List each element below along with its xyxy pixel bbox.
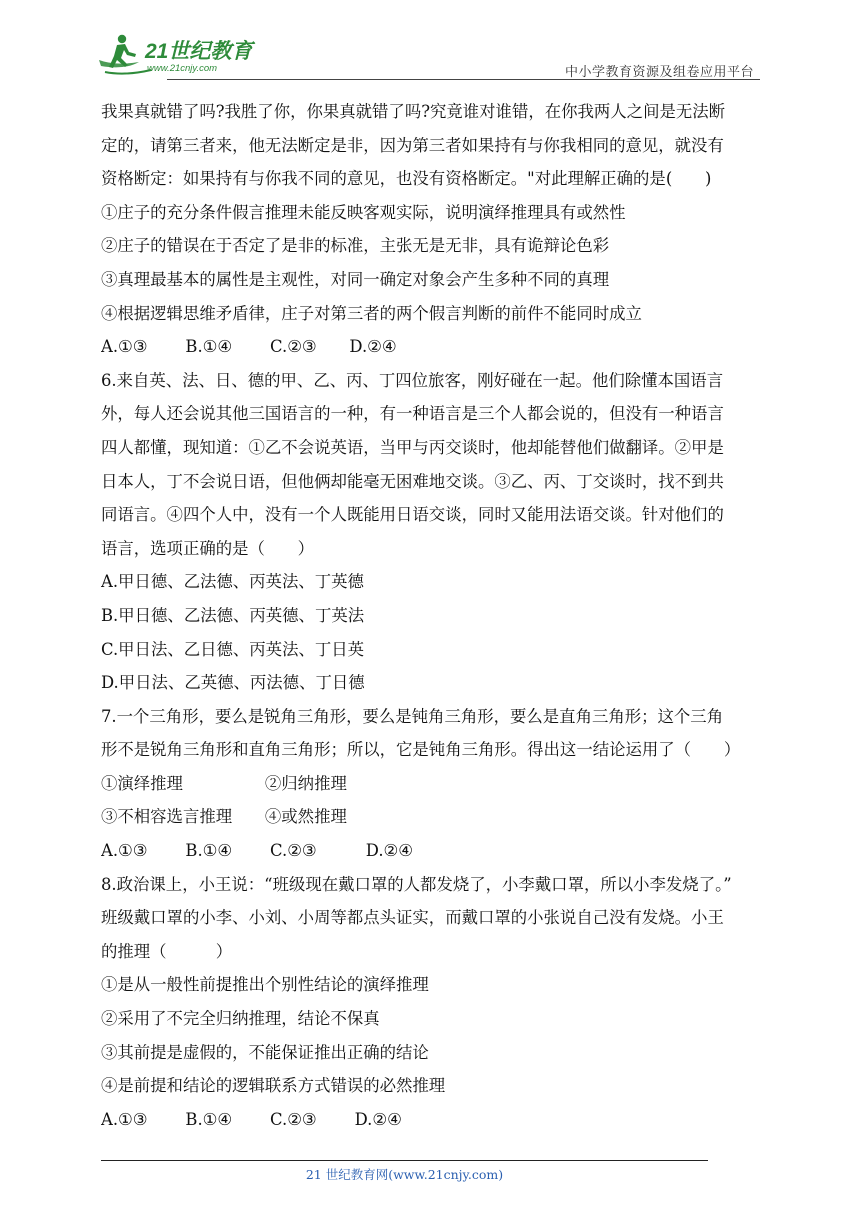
option-statement: ②采用了不完全归纳推理，结论不保真	[101, 1009, 380, 1029]
footer-divider	[101, 1160, 708, 1161]
option-statement: ④是前提和结论的逻辑联系方式错误的必然推理	[101, 1076, 446, 1096]
question-6-text: 日本人，丁不会说日语，但他俩却能毫无困难地交谈。③乙、丙、丁交谈时，找不到共	[101, 471, 724, 491]
question-6-text: 语言，选项正确的是（ ）	[101, 538, 315, 558]
header-divider	[167, 79, 760, 80]
logo-url: www.21cnjy.com	[147, 63, 218, 74]
option-statement: ①是从一般性前提推出个别性结论的演绎推理	[101, 975, 429, 995]
option-statement: ④根据逻辑思维矛盾律，庄子对第三者的两个假言判断的前件不能同时成立	[101, 303, 642, 323]
answer-choice: D.甲日法、乙英德、丙法德、丁日德	[101, 673, 365, 693]
question-7-text: 形不是锐角三角形和直角三角形；所以，它是钝角三角形。得出这一结论运用了（ ）	[101, 740, 741, 760]
option-statement: ①演绎推理 ②归纳推理	[101, 773, 347, 793]
footer-text: 21 世纪教育网(www.21cnjy.com)	[305, 1167, 504, 1182]
question-8-text: 8.政治课上，小王说：“班级现在戴口罩的人都发烧了，小李戴口罩，所以小李发烧了。”	[101, 874, 732, 894]
question-6-text: 6.来自英、法、日、德的甲、乙、丙、丁四位旅客，刚好碰在一起。他们除懂本国语言	[101, 370, 724, 390]
answer-choices: A.①③ B.①④ C.②③ D.②④	[101, 841, 413, 861]
page-header	[95, 28, 760, 84]
logo-text: 21世纪教育	[145, 40, 253, 63]
logo	[95, 32, 265, 76]
runner-icon	[99, 35, 151, 74]
option-statement: ②庄子的错误在于否定了是非的标准，主张无是无非，具有诡辩论色彩	[101, 236, 610, 256]
answer-choices: A.①③ B.①④ C.②③ D.②④	[101, 1109, 402, 1129]
answer-choice: C.甲日法、乙日德、丙英法、丁日英	[101, 639, 365, 659]
question-6-text: 同语言。④四个人中，没有一个人既能用日语交谈，同时又能用法语交谈。针对他们的	[101, 505, 724, 525]
question-6-text: 四人都懂，现知道：①乙不会说英语，当甲与丙交谈时，他却能替他们做翻译。②甲是	[101, 437, 724, 457]
option-statement: ①庄子的充分条件假言推理未能反映客观实际，说明演绎推理具有或然性	[101, 202, 626, 222]
answer-choice: B.甲日德、乙法德、丙英德、丁英法	[101, 605, 365, 625]
question-8-text: 班级戴口罩的小李、小刘、小周等都点头证实，而戴口罩的小张说自己没有发烧。小王	[101, 908, 724, 928]
text-line: 资格断定：如果持有与你我不同的意见，也没有资格断定。"对此理解正确的是( )	[101, 169, 712, 189]
question-8-text: 的推理（ ）	[101, 941, 233, 961]
question-7-text: 7.一个三角形，要么是锐角三角形，要么是钝角三角形，要么是直角三角形；这个三角	[101, 706, 724, 726]
question-6-text: 外，每人还会说其他三国语言的一种，有一种语言是三个人都会说的，但没有一种语言	[101, 404, 724, 424]
text-line: 定的，请第三者来，他无法断定是非，因为第三者如果持有与你我相同的意见，就没有	[101, 135, 724, 155]
option-statement: ③其前提是虚假的，不能保证推出正确的结论	[101, 1042, 429, 1062]
option-statement: ③真理最基本的属性是主观性，对同一确定对象会产生多种不同的真理	[101, 269, 610, 289]
option-statement: ③不相容选言推理 ④或然推理	[101, 807, 347, 827]
question-content	[101, 95, 761, 1136]
platform-title: 中小学教育资源及组卷应用平台	[564, 64, 754, 79]
answer-choice: A.甲日德、乙法德、丙英法、丁英德	[101, 572, 364, 592]
answer-choices: A.①③ B.①④ C.②③ D.②④	[101, 337, 397, 357]
text-line: 我果真就错了吗?我胜了你，你果真就错了吗?究竟谁对谁错，在你我两人之间是无法断	[101, 102, 726, 121]
